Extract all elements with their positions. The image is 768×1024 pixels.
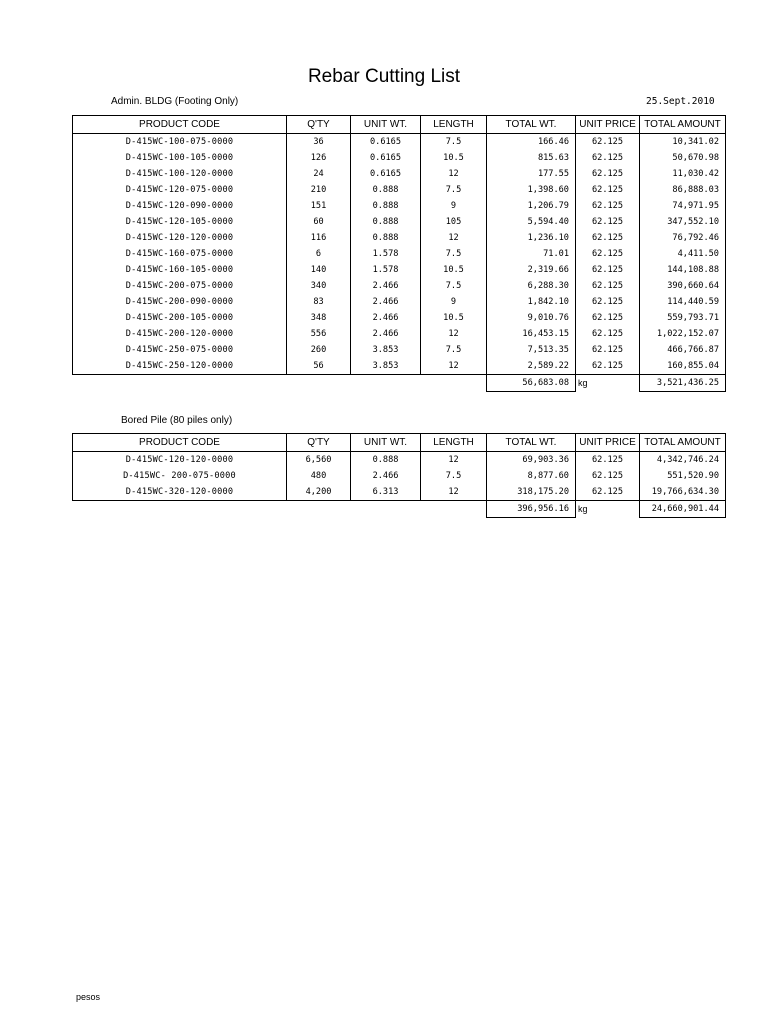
admin-bldg-table-body — [73, 134, 726, 375]
cell-unit-wt: 2.466 — [351, 278, 421, 294]
col-header-total-wt: TOTAL WT. — [487, 434, 576, 452]
cell-total-amount: 76,792.46 — [640, 230, 726, 246]
cell-qty: 4,200 — [287, 484, 351, 501]
admin-bldg-total-amount: 3,521,436.25 — [640, 375, 726, 392]
cell-total-wt: 7,513.35 — [487, 342, 576, 358]
cell-total-wt: 2,589.22 — [487, 358, 576, 375]
cell-total-amount: 74,971.95 — [640, 198, 726, 214]
cell-total-amount: 390,660.64 — [640, 278, 726, 294]
page-title: Rebar Cutting List — [307, 66, 461, 87]
table-row — [73, 468, 726, 484]
cell-qty: 60 — [287, 214, 351, 230]
cell-length: 12 — [421, 358, 487, 375]
col-header-unit-price: UNIT PRICE — [576, 116, 640, 134]
cell-length: 10.5 — [421, 310, 487, 326]
cell-total-wt: 177.55 — [487, 166, 576, 182]
cell-product-code: D-415WC-120-120-0000 — [73, 452, 287, 469]
cell-unit-price: 62.125 — [576, 182, 640, 198]
cell-unit-wt: 0.888 — [351, 182, 421, 198]
cell-unit-wt: 0.888 — [351, 230, 421, 246]
cell-qty: 151 — [287, 198, 351, 214]
admin-bldg-table — [72, 115, 726, 392]
cell-total-wt: 71.01 — [487, 246, 576, 262]
cell-total-amount: 466,766.87 — [640, 342, 726, 358]
table-row — [73, 182, 726, 198]
cell-total-amount: 19,766,634.30 — [640, 484, 726, 501]
cell-length: 7.5 — [421, 182, 487, 198]
table-row — [73, 484, 726, 501]
cell-length: 7.5 — [421, 134, 487, 151]
cell-total-wt: 318,175.20 — [487, 484, 576, 501]
cell-length: 10.5 — [421, 262, 487, 278]
col-header-qty: Q'TY — [287, 434, 351, 452]
cell-unit-wt: 0.888 — [351, 452, 421, 469]
cell-unit-price: 62.125 — [576, 326, 640, 342]
cell-unit-wt: 2.466 — [351, 468, 421, 484]
table-row — [73, 262, 726, 278]
cell-length: 12 — [421, 230, 487, 246]
cell-qty: 260 — [287, 342, 351, 358]
admin-bldg-total-weight: 56,683.08 — [487, 375, 576, 392]
section2-label: Bored Pile (80 piles only) — [121, 415, 233, 426]
cell-product-code: D-415WC-120-120-0000 — [73, 230, 287, 246]
cell-qty: 6,560 — [287, 452, 351, 469]
col-header-unit-price: UNIT PRICE — [576, 434, 640, 452]
cell-unit-price: 62.125 — [576, 150, 640, 166]
table-header-row — [73, 116, 726, 134]
cell-length: 7.5 — [421, 246, 487, 262]
cell-unit-price: 62.125 — [576, 278, 640, 294]
cell-unit-price: 62.125 — [576, 214, 640, 230]
cell-total-amount: 559,793.71 — [640, 310, 726, 326]
cell-unit-price: 62.125 — [576, 342, 640, 358]
cell-unit-price: 62.125 — [576, 452, 640, 469]
cell-qty: 56 — [287, 358, 351, 375]
cell-length: 7.5 — [421, 468, 487, 484]
cell-product-code: D-415WC-100-120-0000 — [73, 166, 287, 182]
cell-unit-wt: 0.6165 — [351, 150, 421, 166]
table-row — [73, 166, 726, 182]
cell-total-wt: 2,319.66 — [487, 262, 576, 278]
cell-product-code: D-415WC-160-105-0000 — [73, 262, 287, 278]
cell-length: 9 — [421, 294, 487, 310]
cell-total-wt: 8,877.60 — [487, 468, 576, 484]
cell-total-amount: 347,552.10 — [640, 214, 726, 230]
cell-unit-price: 62.125 — [576, 262, 640, 278]
cell-total-amount: 4,342,746.24 — [640, 452, 726, 469]
cell-product-code: D-415WC-250-120-0000 — [73, 358, 287, 375]
cell-product-code: D-415WC-120-105-0000 — [73, 214, 287, 230]
cell-unit-price: 62.125 — [576, 484, 640, 501]
cell-unit-wt: 3.853 — [351, 342, 421, 358]
cell-total-amount: 551,520.90 — [640, 468, 726, 484]
cell-qty: 126 — [287, 150, 351, 166]
bored-pile-table-body — [73, 452, 726, 501]
cell-unit-wt: 2.466 — [351, 310, 421, 326]
cell-length: 9 — [421, 198, 487, 214]
cell-product-code: D-415WC-100-105-0000 — [73, 150, 287, 166]
cell-qty: 36 — [287, 134, 351, 151]
table-row — [73, 326, 726, 342]
col-header-unit-wt: UNIT WT. — [351, 116, 421, 134]
cell-unit-price: 62.125 — [576, 468, 640, 484]
col-header-product-code: PRODUCT CODE — [73, 434, 287, 452]
cell-unit-wt: 0.6165 — [351, 166, 421, 182]
cell-product-code: D-415WC-120-075-0000 — [73, 182, 287, 198]
cell-qty: 140 — [287, 262, 351, 278]
bored-pile-total-weight: 396,956.16 — [487, 501, 576, 518]
cell-total-wt: 1,842.10 — [487, 294, 576, 310]
cell-total-amount: 4,411.50 — [640, 246, 726, 262]
cell-length: 12 — [421, 484, 487, 501]
cell-qty: 348 — [287, 310, 351, 326]
table-row — [73, 278, 726, 294]
cell-qty: 24 — [287, 166, 351, 182]
table-row — [73, 310, 726, 326]
cell-length: 12 — [421, 326, 487, 342]
cell-total-wt: 9,010.76 — [487, 310, 576, 326]
cell-total-wt: 5,594.40 — [487, 214, 576, 230]
table-row — [73, 342, 726, 358]
col-header-length: LENGTH — [421, 434, 487, 452]
table-row — [73, 150, 726, 166]
cell-unit-wt: 6.313 — [351, 484, 421, 501]
cell-product-code: D-415WC-100-075-0000 — [73, 134, 287, 151]
cell-length: 12 — [421, 452, 487, 469]
col-header-product-code: PRODUCT CODE — [73, 116, 287, 134]
cell-product-code: D-415WC-200-075-0000 — [73, 278, 287, 294]
admin-bldg-total-row — [73, 375, 726, 392]
cell-unit-price: 62.125 — [576, 294, 640, 310]
cell-unit-wt: 0.888 — [351, 198, 421, 214]
section1-label: Admin. BLDG (Footing Only) — [111, 96, 239, 107]
cell-product-code: D-415WC-250-075-0000 — [73, 342, 287, 358]
cell-unit-price: 62.125 — [576, 134, 640, 151]
col-header-total-amount: TOTAL AMOUNT — [640, 116, 726, 134]
cell-length: 12 — [421, 166, 487, 182]
table-row — [73, 358, 726, 375]
cell-unit-price: 62.125 — [576, 230, 640, 246]
cell-unit-price: 62.125 — [576, 310, 640, 326]
cell-total-wt: 1,398.60 — [487, 182, 576, 198]
cell-unit-wt: 2.466 — [351, 294, 421, 310]
cell-total-wt: 166.46 — [487, 134, 576, 151]
table-row — [73, 452, 726, 469]
table-row — [73, 214, 726, 230]
cell-product-code: D-415WC-200-105-0000 — [73, 310, 287, 326]
bored-pile-total-row — [73, 501, 726, 518]
table-row — [73, 230, 726, 246]
cell-total-wt: 6,288.30 — [487, 278, 576, 294]
cell-total-amount: 144,108.88 — [640, 262, 726, 278]
cell-product-code: D-415WC-200-120-0000 — [73, 326, 287, 342]
cell-unit-wt: 0.6165 — [351, 134, 421, 151]
col-header-qty: Q'TY — [287, 116, 351, 134]
footer-currency-note: pesos — [76, 992, 101, 1002]
cell-length: 10.5 — [421, 150, 487, 166]
bored-pile-total-amount: 24,660,901.44 — [640, 501, 726, 518]
cell-qty: 210 — [287, 182, 351, 198]
cell-product-code: D-415WC- 200-075-0000 — [73, 468, 287, 484]
col-header-unit-wt: UNIT WT. — [351, 434, 421, 452]
cell-length: 105 — [421, 214, 487, 230]
col-header-total-amount: TOTAL AMOUNT — [640, 434, 726, 452]
cell-qty: 116 — [287, 230, 351, 246]
table-row — [73, 134, 726, 151]
cell-qty: 556 — [287, 326, 351, 342]
cell-unit-price: 62.125 — [576, 166, 640, 182]
cell-qty: 83 — [287, 294, 351, 310]
table-row — [73, 294, 726, 310]
cell-total-wt: 815.63 — [487, 150, 576, 166]
cell-total-wt: 69,903.36 — [487, 452, 576, 469]
cell-qty: 340 — [287, 278, 351, 294]
cell-qty: 6 — [287, 246, 351, 262]
cell-length: 7.5 — [421, 278, 487, 294]
cell-total-amount: 10,341.02 — [640, 134, 726, 151]
cell-total-amount: 1,022,152.07 — [640, 326, 726, 342]
cell-total-amount: 160,855.04 — [640, 358, 726, 375]
cell-unit-wt: 1.578 — [351, 246, 421, 262]
cell-total-amount: 11,030.42 — [640, 166, 726, 182]
cell-unit-wt: 1.578 — [351, 262, 421, 278]
cell-unit-price: 62.125 — [576, 358, 640, 375]
table-header-row — [73, 434, 726, 452]
document-date: 25.Sept.2010 — [646, 96, 715, 107]
cell-total-wt: 1,236.10 — [487, 230, 576, 246]
cell-product-code: D-415WC-160-075-0000 — [73, 246, 287, 262]
cell-total-amount: 50,670.98 — [640, 150, 726, 166]
cell-length: 7.5 — [421, 342, 487, 358]
bored-pile-table — [72, 433, 726, 518]
table-row — [73, 246, 726, 262]
cell-total-amount: 114,440.59 — [640, 294, 726, 310]
admin-bldg-weight-unit: kg — [578, 378, 588, 389]
cell-unit-wt: 2.466 — [351, 326, 421, 342]
cell-total-wt: 16,453.15 — [487, 326, 576, 342]
cell-qty: 480 — [287, 468, 351, 484]
cell-unit-wt: 3.853 — [351, 358, 421, 375]
table-row — [73, 198, 726, 214]
cell-product-code: D-415WC-200-090-0000 — [73, 294, 287, 310]
cell-total-amount: 86,888.03 — [640, 182, 726, 198]
cell-unit-price: 62.125 — [576, 198, 640, 214]
col-header-length: LENGTH — [421, 116, 487, 134]
cell-unit-wt: 0.888 — [351, 214, 421, 230]
cell-product-code: D-415WC-320-120-0000 — [73, 484, 287, 501]
cell-product-code: D-415WC-120-090-0000 — [73, 198, 287, 214]
bored-pile-weight-unit: kg — [578, 504, 588, 515]
col-header-total-wt: TOTAL WT. — [487, 116, 576, 134]
cell-total-wt: 1,206.79 — [487, 198, 576, 214]
cell-unit-price: 62.125 — [576, 246, 640, 262]
